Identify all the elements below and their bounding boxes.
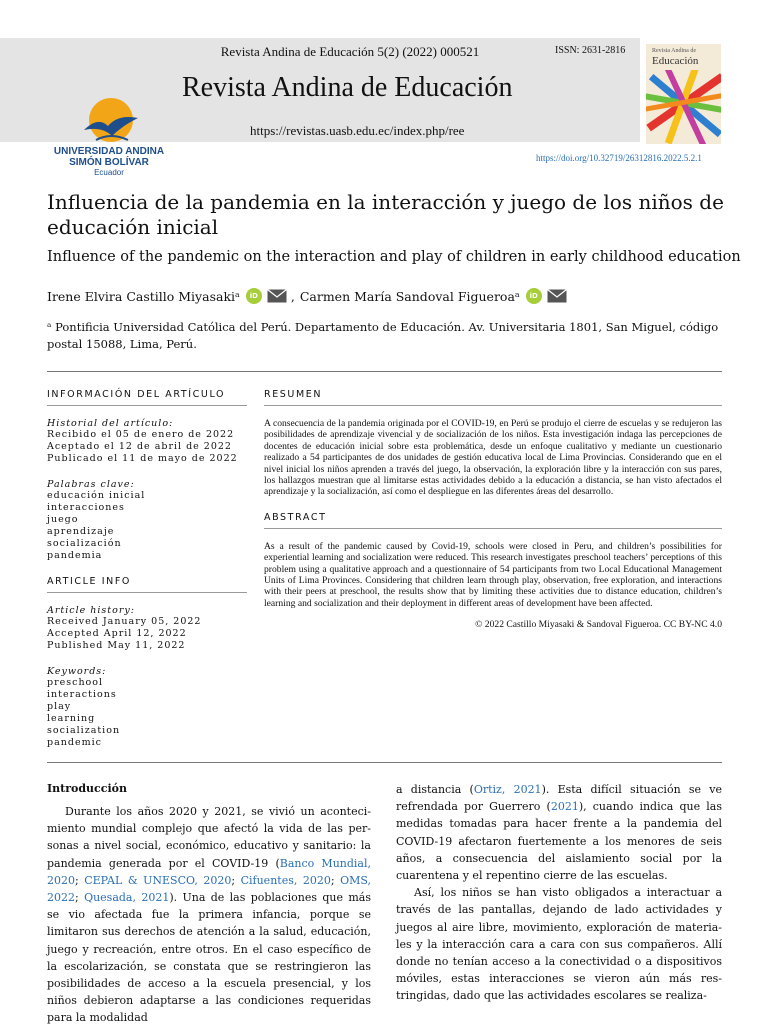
doi-link[interactable]: https://doi.org/10.32719/26312816.2022.5.2.1	[536, 153, 702, 163]
body-paragraph: Así, los niños se han visto obligados a interactuar a través de las pantallas, dejando de lado actividades y juegos al aire libre, movimiento, exploración de materiales y la interacción cara a cara con sus compañeros. Allí donde no tenían acceso a la conectividad o a dispositivos móviles, estas interacciones se vieron aún más restringidas, dado que las actividades escolares se realiza-	[396, 886, 722, 1003]
abstract-text: As a result of the pandemic caused by Covid-19, schools were closed in Peru, and children’s possibilities for experiential learning and socialization were reduced. This research investigates preschool teachers’ perceptions of this problem using a qualitative approach and a questionnaire of 54 participants from two Local Educational Management Units of Lima Provinces. Considering that children learn through play, observation, free exploration, and interactions with their peers at preschool, the results show that by limiting these activities due to distance education, children’s learning and socialization and their deployment in different areas of development have been affected.	[264, 540, 722, 609]
author-separator: ,	[290, 288, 295, 304]
accepted-es: Aceptado el 12 de abril de 2022	[47, 441, 232, 452]
cover-title-big: Educación	[652, 55, 699, 67]
keyword-en: play	[47, 701, 72, 712]
orcid-icon[interactable]: iD	[526, 288, 542, 304]
text-run: a distancia (	[396, 783, 474, 796]
text-run: ). Esta difícil situación se ve refrendada por Guerrero (	[396, 783, 722, 814]
citation-link[interactable]: OMS, 2022	[47, 873, 371, 905]
cover-title-small: Revista Andina de	[652, 48, 696, 54]
info-heading-en: ARTICLE INFO	[47, 576, 132, 587]
divider	[47, 371, 722, 372]
section-heading-introduccion: Introducción	[47, 782, 127, 795]
article-info-column	[47, 389, 247, 749]
cover-art-icon	[646, 70, 721, 144]
journal-url-link[interactable]: https://revistas.uasb.edu.ec/index.php/ree	[250, 123, 465, 138]
abstract-column	[264, 389, 722, 630]
citation-link[interactable]: Quesada, 2021	[84, 891, 170, 905]
text-run: ;	[231, 873, 241, 887]
published-es: Publicado el 11 de mayo de 2022	[47, 453, 238, 464]
keyword-es: educación inicial	[47, 490, 146, 501]
issn: ISSN: 2631-2816	[555, 45, 626, 56]
university-location: Ecuador	[94, 168, 124, 177]
journal-title: Revista Andina de Educación	[182, 72, 513, 103]
citation-link[interactable]: CEPAL & UNESCO, 2020	[84, 873, 232, 887]
license: © 2022 Castillo Miyasaki & Sandoval Figueroa. CC BY-NC 4.0	[475, 619, 722, 631]
author-2: Carmen María Sandoval Figueroaᵃ	[299, 288, 520, 304]
author-1: Irene Elvira Castillo Miyasakiᵃ	[47, 288, 240, 304]
keyword-en: socialization	[47, 725, 121, 736]
affiliation: ᵃ Pontificia Universidad Católica del Perú. Departamento de Educación. Av. Universitaria 1801, San Miguel, código postal 15088, Lima, Perú.	[47, 320, 719, 351]
info-heading-es: INFORMACIÓN DEL ARTÍCULO	[47, 389, 226, 400]
text-run: ), cuando indica que las medidas tomadas para hacer frente a la pandemia del COVID-19 afectaron fuertemente a los menores de seis años, a consecuencia del aislamiento social por la cuarentena y el repentino cierre de las escuelas.	[396, 800, 722, 883]
divider	[264, 528, 722, 529]
body-paragraph	[396, 781, 722, 884]
keyword-es: juego	[47, 514, 79, 525]
text-run: ;	[330, 873, 341, 887]
keyword-en: preschool	[47, 677, 104, 688]
history-label-en: Article history:	[47, 605, 135, 616]
citation-link[interactable]: Banco Mundial, 2020	[47, 856, 371, 887]
divider	[47, 405, 247, 406]
body-column-left	[47, 782, 371, 1027]
divider	[264, 405, 722, 406]
email-icon[interactable]	[267, 289, 287, 303]
accepted-en: Accepted April 12, 2022	[47, 628, 187, 639]
body-column-right	[396, 781, 722, 1005]
history-label-es: Historial del artículo:	[47, 418, 174, 429]
journal-cover-thumbnail	[646, 44, 721, 144]
keyword-en: interactions	[47, 689, 117, 700]
keyword-en: learning	[47, 713, 96, 724]
text-run: Durante los años 2020 y 2021, se vivió un acontecimiento mundial complejo que afectó la vida de las personas a nivel social, económico, educativo y sanitario: la pandemia generada por el COVID-19 (	[47, 805, 371, 870]
text-run: ;	[75, 873, 85, 887]
keywords-label-en: Keywords:	[47, 666, 107, 677]
keywords-label-es: Palabras clave:	[47, 479, 135, 490]
text-run: ;	[75, 891, 85, 905]
citation-link[interactable]: Ortiz, 2021	[473, 783, 542, 796]
keyword-es: interacciones	[47, 502, 125, 513]
received-en: Received January 05, 2022	[47, 616, 202, 627]
body-paragraph	[47, 803, 371, 1027]
divider	[47, 592, 247, 593]
keyword-en: pandemic	[47, 737, 102, 748]
divider	[47, 762, 722, 763]
received-es: Recibido el 05 de enero de 2022	[47, 429, 235, 440]
published-en: Published May 11, 2022	[47, 640, 186, 651]
citation-link[interactable]: 2021	[550, 800, 579, 814]
article-title-spanish: Influencia de la pandemia en la interacción y juego de los niños de educación inicial	[47, 190, 724, 239]
abstract-heading: ABSTRACT	[264, 511, 327, 523]
orcid-icon[interactable]: iD	[246, 288, 262, 304]
keyword-es: socialización	[47, 538, 122, 549]
keyword-es: aprendizaje	[47, 526, 115, 537]
article-title-english: Influence of the pandemic on the interaction and play of children in early childhood education	[47, 249, 741, 265]
authors-line	[47, 288, 567, 304]
journal-reference: Revista Andina de Educación 5(2) (2022) 000521	[220, 44, 480, 59]
email-icon[interactable]	[547, 289, 567, 303]
resumen-heading: RESUMEN	[264, 389, 323, 400]
text-run: ). Una de las poblaciones que más se vio afectada fue la primera infancia, porque se limitaron sus derechos de atención a la salud, educación, juego y recreación, entre otros. En el caso específico de la escolarización, se constata que se restringieron las posibilidades de acceso a la escuela presencial, y los niños debieron adaptarse a las condiciones requeridas para la modalidad	[47, 891, 372, 1025]
keyword-es: pandemia	[47, 550, 103, 561]
university-name-line2: SIMÓN BOLÍVAR	[69, 157, 149, 168]
resumen-text: A consecuencia de la pandemia originada por el COVID-19, en Perú se produjo el cierre de escuelas y se redujeron las posibilidades de aprendizaje vivencial y de socialización de los niños. Esta investigación indaga las percepciones de docentes de educación inicial sobre esta problemática, desde un enfoque cualitativo y mediante un cuestionario realizado a 54 participantes de dos unidades de gestión educativa local de Lima Provincias. Considerando que en el nivel inicial los niños aprenden a través del juego, la observación, la exploración libre y la interacción con sus pares, los hallazgos muestran que al limitarse estas actividades debido a la educación a distancia, se han visto afectados el aprendizaje y la socialización, así como el despliegue en las diferentes áreas del desarrollo.	[264, 418, 722, 498]
university-name-line1: UNIVERSIDAD ANDINA	[53, 146, 165, 157]
citation-link[interactable]: Cifuentes, 2020	[240, 873, 331, 887]
